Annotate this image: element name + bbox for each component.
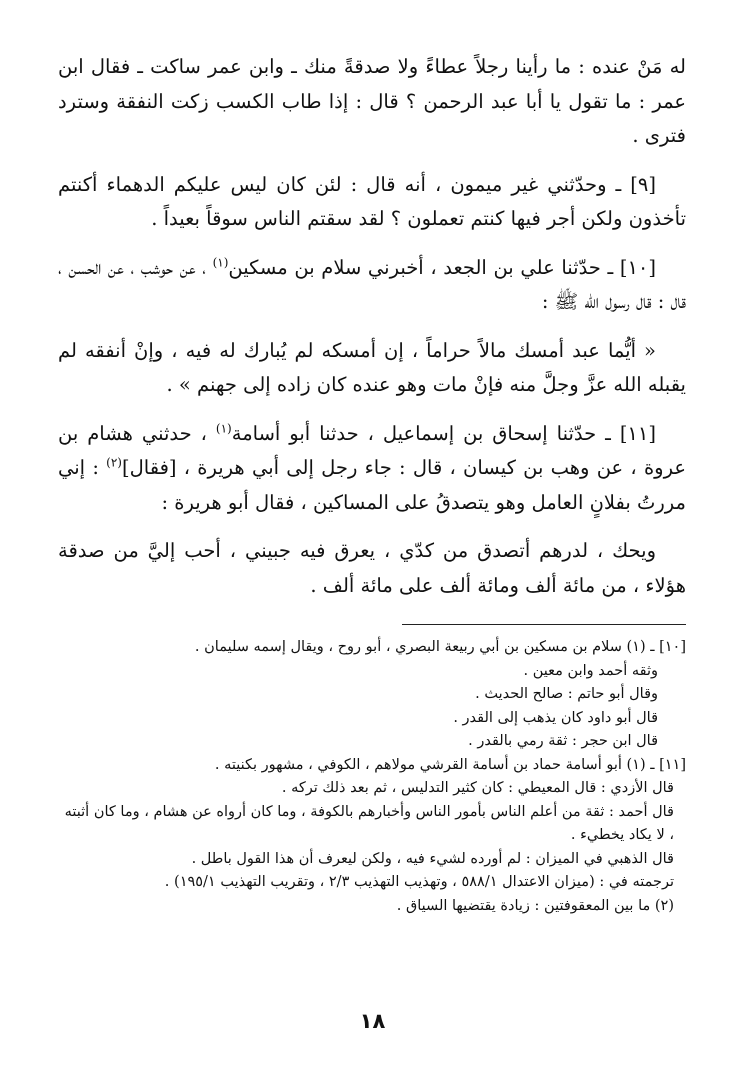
hadith-11-isnad — [58, 417, 686, 521]
isnad-text: [١١] ـ حدّثنا إسحاق بن إسماعيل ، حدثنا أبو أسامة — [231, 421, 656, 445]
isnad-text: ، عن حوشب ، عن الحسن ، قال : قال رسول الله ﷺ : — [58, 255, 686, 313]
footnote-line: (٢) ما بين المعقوفتين : زيادة يقتضيها السياق . — [396, 897, 674, 914]
footnote-line: ترجمته في : (ميزان الاعتدال ٥٨٨/١ ، وتهذيب التهذيب ٢/٣ ، وتقريب التهذيب ١٩٥/١) . — [164, 874, 674, 890]
paragraph-continuation: له مَنْ عنده : ما رأينا رجلاً عطاءً ولا صدقةً منك ـ وابن عمر ساكت ـ فقال ابن عمر : ما تقول يا أبا عبد الرحمن ؟ قال : إذا طاب الكسب زكت النفقة وسترد فترى . — [58, 55, 686, 147]
footnote-heading: [١٠] ـ (١) سلام بن مسكين بن أبي ربيعة البصري ، أبو روح ، ويقال إسمه سليمان . — [194, 639, 686, 655]
isnad-text: : إني مررتُ بفلانٍ العامل وهو يتصدقُ على المساكين ، فقال أبو هريرة : — [58, 456, 686, 514]
footnote-ref: (١) — [215, 421, 232, 435]
footnote-divider — [402, 624, 686, 625]
main-text — [58, 50, 686, 603]
footnote-line: قال أحمد : ثقة من أعلم الناس بأمور الناس وأخبارهم بالكوفة ، وما كان أرواه عن هشام ، وما كان أثبته ، لا يكاد يخطيء . — [64, 803, 674, 843]
hadith-10-isnad — [58, 251, 686, 320]
footnotes — [58, 636, 686, 918]
footnote-line: قال الأزدي : قال المعيطي : كان كثير التدليس ، ثم بعد ذلك تركه . — [281, 780, 674, 796]
footnote-heading: [١١] ـ (١) أبو أسامة حماد بن أسامة القرشي مولاهم ، الكوفي ، مشهور بكنيته . — [214, 756, 686, 773]
hadith-11-matn: ويحك ، لدرهم أتصدق من كدّي ، يعرق فيه جبيني ، أحب إليَّ من صدقة هؤلاء ، من مائة ألف ومائة ألف على مائة ألف . — [58, 539, 686, 597]
isnad-text: ، حدثني هشام بن عروة ، عن وهب بن كيسان ، قال : جاء رجل إلى أبي هريرة ، [فقال] — [58, 421, 686, 479]
hadith-9: [٩] ـ وحدّثني غير ميمون ، أنه قال : لئن كان ليس عليكم الدهماء أكنتم تأخذون ولكن أجر فيها كنتم تعملون ؟ لقد سقتم الناس سوقاً بعيداً . — [58, 172, 686, 230]
hadith-10-matn: « أيُّما عبد أمسك مالاً حراماً ، إن أمسكه لم يُبارك له فيه ، وإنْ أنفقه لم يقبله الله عزَّ وجلَّ منه فإنْ مات وهو عنده كان زاده إلى جهنم » . — [58, 338, 686, 396]
footnote-line: قال ابن حجر : ثقة رمي بالقدر . — [468, 733, 658, 749]
page-number: ١٨ — [359, 1009, 386, 1033]
footnote-ref: (١) — [212, 255, 229, 269]
footnote-line: وثقه أحمد وابن معين . — [523, 662, 658, 679]
footnote-ref: (٢) — [106, 455, 122, 470]
footnote-line: وقال أبو حاتم : صالح الحديث . — [475, 686, 658, 702]
isnad-text: [١٠] ـ حدّثنا علي بن الجعد ، أخبرني سلام بن مسكين — [228, 255, 656, 279]
footnote-line: قال أبو داود كان يذهب إلى القدر . — [453, 709, 658, 726]
footnote-line: قال الذهبي في الميزان : لم أورده لشيء فيه ، ولكن ليعرف أن هذا القول باطل . — [191, 850, 674, 867]
